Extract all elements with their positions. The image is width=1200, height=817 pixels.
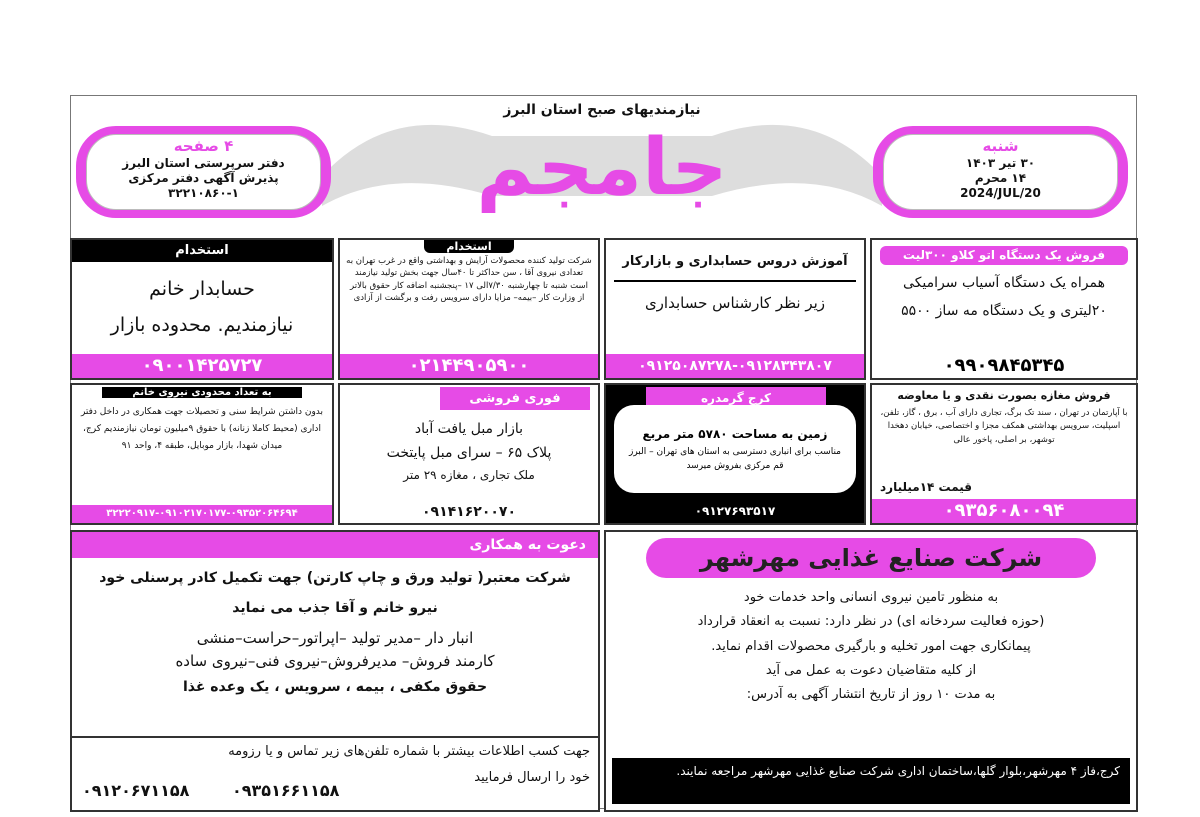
ad-line: بازار مبل یافت آباد xyxy=(414,421,524,437)
ad-phone: ۰۹۰۰۱۴۲۵۷۲۷ xyxy=(72,354,332,378)
ad-line: ۲۰لیتری و یک دستگاه مه ساز ۵۵۰۰ xyxy=(901,302,1107,319)
ad-phone: ۰۹۹۰۹۸۴۵۳۴۵ xyxy=(872,354,1136,378)
header-phone: ۳۲۲۱۰۸۶۰-۱ xyxy=(168,185,239,200)
ad-phone: ۰۹۱۴۱۶۲۰۰۷۰ xyxy=(422,503,516,520)
ad-line: شرکت معتبر( تولید ورق و چاپ کارتن) جهت تکمیل کادر پرسنلی خود xyxy=(99,570,571,586)
ad-subtitle: زیر نظر کارشناس حسابداری xyxy=(644,294,826,313)
ad-line: نیازمندیم. محدوده بازار xyxy=(110,313,294,336)
ad-line: پیمانکاری جهت امور تخلیه و بارگیری محصولات اقدام نماید. xyxy=(711,638,1031,654)
ad-tag: استخدام xyxy=(424,240,514,253)
ad-cosmetics xyxy=(338,238,600,380)
date-gregorian: 2024/JUL/20 xyxy=(960,185,1041,200)
ad-title: فروش یک دستگاه اتو کلاو ۳۰۰لیت xyxy=(880,246,1128,265)
reception-label: پذیرش آگهی دفتر مرکزی xyxy=(128,170,279,185)
ad-phone: ۰۹۱۲۷۶۹۳۵۱۷ xyxy=(694,504,776,518)
ad-line: همراه یک دستگاه آسیاب سرامیکی xyxy=(903,275,1105,291)
ad-title: به تعداد محدودی نیروی خانم xyxy=(102,387,302,398)
ad-text: شرکت تولید کننده محصولات آرایش و بهداشتی واقع در غرب تهران به تعدادی نیروی آقا ، سن حداکثر تا ۴۰سال جهت بخش تولید نیازمند است شنبه تا چهارشنبه ۷/۳۰الی ۱۷ –پنجشنبه اضافه کار حقوق بالاتر از وزارت کار –بیمه– مزایا دارای سرویس رفت و برگشت از آزادی xyxy=(346,256,592,303)
office-label: دفتر سرپرستی استان البرز xyxy=(122,155,285,170)
ad-autoclave xyxy=(870,238,1138,380)
ad-title: شرکت صنایع غذایی مهرشهر xyxy=(646,538,1096,578)
pages-count: ۴ صفحه xyxy=(173,137,234,155)
header-left-pill xyxy=(76,126,331,218)
ad-text: مناسب برای انباری دسترسی به استان های تهران – البرز قم مرکزی بفروش میرسد xyxy=(628,447,842,471)
divider xyxy=(614,280,856,282)
ad-line: پلاک ۶۵ – سرای مبل پایتخت xyxy=(386,444,552,461)
ad-tag: کرج گرمدره xyxy=(646,387,826,409)
ad-women xyxy=(70,383,334,525)
masthead xyxy=(72,96,1132,231)
ad-text: با آپارتمان در تهران ، سند تک برگ، تجاری دارای آب ، برق ، گاز، تلفن، اسپلیت، سرویس بهداشتی همکف مجزا و اختصاصی، خیابان دهخدا توشهر، بر اصلی، پاخور عالی xyxy=(880,407,1128,445)
ad-phone: ۰۹۱۲۰۶۷۱۱۵۸ xyxy=(82,781,190,800)
weekday: شنبه xyxy=(982,137,1019,155)
ad-invite xyxy=(70,530,600,812)
ad-line: حسابدار خانم xyxy=(149,278,255,300)
ad-price: قیمت ۱۴میلیارد xyxy=(880,480,973,494)
ad-tag: استخدام xyxy=(72,240,332,262)
ad-shop xyxy=(870,383,1138,525)
ad-phone: ۰۹۳۵۱۶۶۱۱۵۸ xyxy=(232,781,340,800)
ad-content-panel xyxy=(614,405,856,493)
ad-phone: ۰۹۳۵۶۰۸۰۰۹۴ xyxy=(872,499,1136,523)
ad-title: زمین به مساحت ۵۷۸۰ متر مربع xyxy=(642,427,828,441)
header-right-pill xyxy=(873,126,1128,218)
ad-title: فروش مغازه بصورت نقدی و یا معاوضه xyxy=(897,389,1111,402)
logo: جامجم xyxy=(476,123,728,213)
date-persian: ۳۰ تیر ۱۴۰۳ xyxy=(965,155,1036,170)
date-hijri: ۱۴ محرم xyxy=(974,170,1027,185)
ad-urgent xyxy=(338,383,600,525)
ad-line: به مدت ۱۰ روز از تاریخ انتشار آگهی به آدرس: xyxy=(746,687,996,702)
ad-address: کرج،فاز ۴ مهرشهر،بلوار گلها،ساختمان اداری شرکت صنایع غذایی مهرشهر مراجعه نمایند. xyxy=(612,758,1130,804)
ad-title: آموزش دروس حسابداری و بازارکار xyxy=(622,254,848,269)
ad-line: کارمند فروش– مدیرفروش–نیروی فنی–نیروی ساده xyxy=(175,651,495,670)
ad-tag: فوری فروشی xyxy=(440,387,590,410)
ad-course xyxy=(604,238,866,380)
ad-line: نیرو خانم و آقا جذب می نماید xyxy=(232,599,438,616)
ad-land xyxy=(604,383,866,525)
tagline: نیازمندیهای صبح استان البرز xyxy=(503,102,701,118)
ad-line: انبار دار –مدیر تولید –اپراتور–حراست–منشی xyxy=(196,629,474,647)
ad-line: (حوزه فعالیت سردخانه ای) در نظر دارد: نسبت به انعقاد قرارداد xyxy=(697,614,1045,630)
ad-phone: ۰۲۱۴۴۹۰۵۹۰۰ xyxy=(340,354,598,378)
ad-line: ملک تجاری ، مغازه ۲۹ متر xyxy=(403,468,535,482)
ad-food-company xyxy=(604,530,1138,812)
ad-line: به منظور تامین نیروی انسانی واحد خدمات خود xyxy=(743,590,999,605)
ad-line: حقوق مکفی ، بیمه ، سرویس ، یک وعده غذا xyxy=(182,678,488,695)
ad-text: بدون داشتن شرایط سنی و تحصیلات جهت همکاری در داخل دفتر اداری (محیط کاملا زنانه) با حقوق ۹میلیون تومان نیازمندیم کرج، میدان شهدا، بازار موبایل، طبقه ۴، واحد ۹۱ xyxy=(80,407,324,452)
ad-phone: ۳۲۲۲۰۹۱۷-۰۹۱۰۲۱۷۰۱۷۷-۰۹۳۵۲۰۶۴۶۹۴ xyxy=(72,505,332,523)
ad-tag: دعوت به همکاری xyxy=(72,532,598,558)
ad-footer-line: جهت کسب اطلاعات بیشتر با شماره تلفن‌های زیر تماس و یا رزومه xyxy=(228,744,590,759)
ad-footer xyxy=(72,736,598,810)
ad-line: از کلیه متقاضیان دعوت به عمل می آید xyxy=(765,662,977,678)
ad-phone: ۰۹۱۲۵۰۸۷۲۷۸-۰۹۱۲۸۳۴۳۸۰۷ xyxy=(606,354,864,378)
ad-accountant xyxy=(70,238,334,380)
ad-footer-line: خود را ارسال فرمایید xyxy=(474,770,590,786)
